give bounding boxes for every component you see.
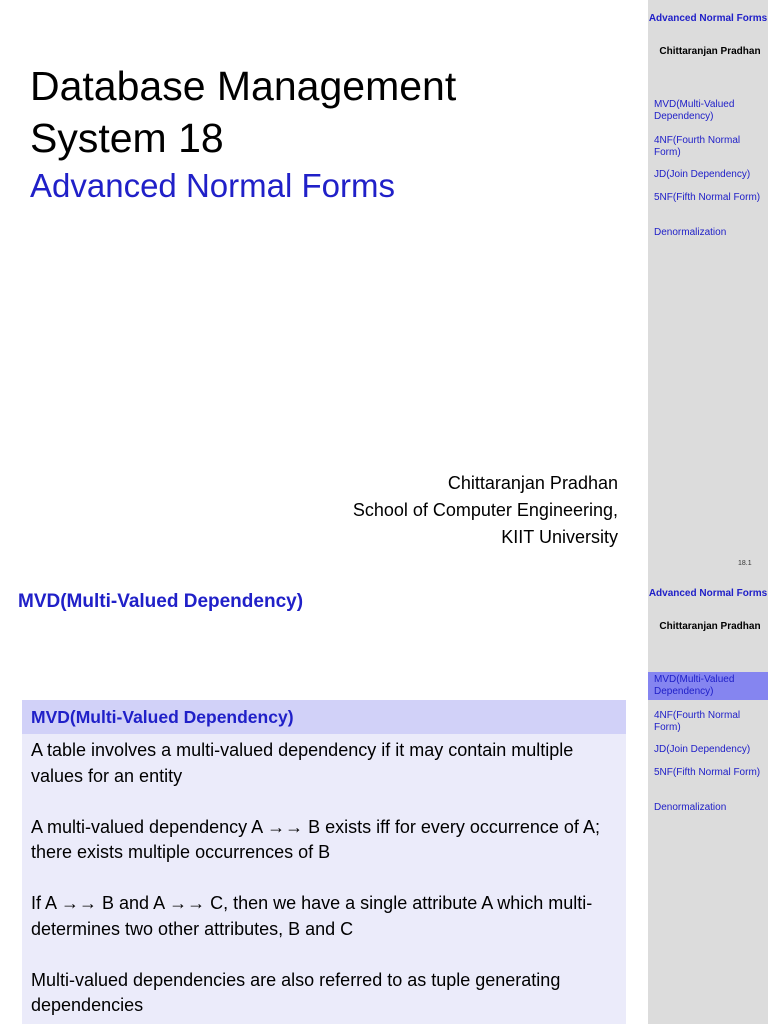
sidebar-title[interactable]: Advanced Normal Forms <box>648 588 768 599</box>
sidebar-item-4nf[interactable]: 4NF(Fourth Normal Form) <box>654 135 741 158</box>
author-info <box>353 470 618 551</box>
sidebar-item-jd[interactable]: JD(Join Dependency) <box>654 744 751 755</box>
sidebar-item-mvd[interactable]: MVD(Multi-Valued Dependency) <box>654 99 735 122</box>
block-title: MVD(Multi-Valued Dependency) <box>22 700 626 734</box>
author-name: Chittaranjan Pradhan <box>447 473 618 493</box>
sidebar-author: Chittaranjan Pradhan <box>659 621 761 632</box>
sidebar-item-mvd[interactable]: MVD(Multi-Valued Dependency) <box>648 672 768 700</box>
sidebar-item-jd[interactable]: JD(Join Dependency) <box>654 169 751 180</box>
sidebar-item-5nf[interactable]: 5NF(Fifth Normal Form) <box>654 767 761 778</box>
sidebar-item-denormalization[interactable]: Denormalization <box>654 227 727 238</box>
author-school: School of Computer Engineering, <box>352 500 618 520</box>
paragraph-existence: A multi-valued dependency A →→ B exists iff for every occurrence of A; there exists multiple occurrences of B <box>31 816 600 862</box>
paragraph-definition: A table involves a multi-valued dependency if it may contain multiple values for an entity <box>31 740 574 786</box>
slide-subtitle: Advanced Normal Forms <box>30 167 395 204</box>
page-number: 18.1 <box>738 560 752 567</box>
block-body <box>22 734 626 1019</box>
sidebar <box>648 0 768 575</box>
frame-title: MVD(Multi-Valued Dependency) <box>18 591 304 612</box>
author-university: KIIT University <box>501 527 618 547</box>
slide-title-line2: System 18 <box>30 115 224 161</box>
sidebar-item-denormalization[interactable]: Denormalization <box>654 802 727 813</box>
definition-block <box>22 700 626 1024</box>
paragraph-multi-determines: If A →→ B and A →→ C, then we have a single attribute A which multi-determines two other attributes, B and C <box>31 893 593 939</box>
content-slide <box>0 575 768 1024</box>
sidebar-item-4nf[interactable]: 4NF(Fourth Normal Form) <box>654 710 741 733</box>
sidebar-item-5nf[interactable]: 5NF(Fifth Normal Form) <box>654 192 761 203</box>
sidebar-author: Chittaranjan Pradhan <box>659 46 761 57</box>
slide-title <box>30 60 630 164</box>
slide-title-line1: Database Management <box>30 63 457 109</box>
sidebar <box>648 575 768 1024</box>
paragraph-tuple-generating: Multi-valued dependencies are also referred to as tuple generating dependencies <box>31 969 561 1015</box>
sidebar-title[interactable]: Advanced Normal Forms <box>648 13 768 24</box>
